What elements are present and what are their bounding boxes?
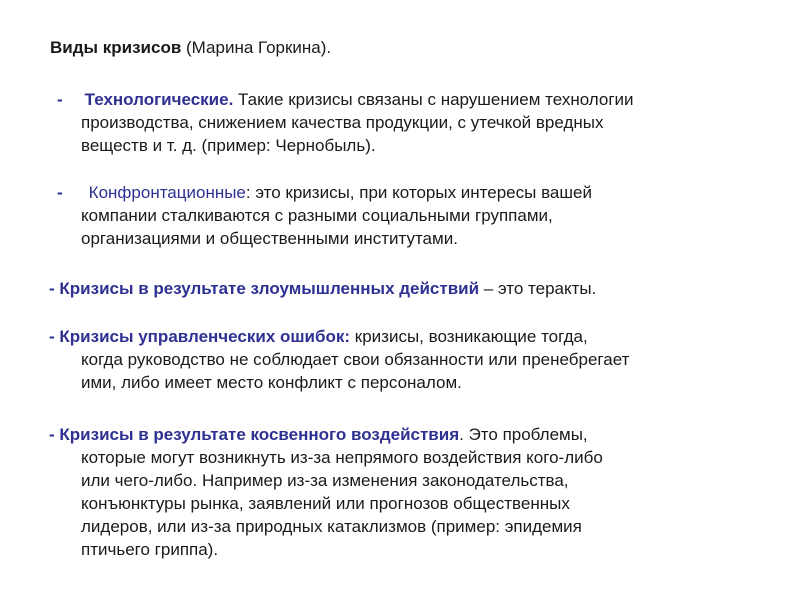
- bullet-dash: -: [49, 425, 55, 444]
- item-management-errors-heading: Кризисы управленческих ошибок:: [59, 327, 351, 346]
- item-indirect-impact-text-4: конъюнктуры рынка, заявлений или прогнозов общественных: [81, 494, 570, 513]
- item-management-errors-text-2: когда руководство не соблюдает свои обязанности или пренебрегает: [81, 350, 630, 369]
- item-technological-text-2: производства, снижением качества продукции, с утечкой вредных: [81, 113, 604, 132]
- item-indirect-impact-text-3: или чего-либо. Например из-за изменения законодательства,: [81, 471, 569, 490]
- slide-title-bold: Виды кризисов: [50, 38, 182, 57]
- bullet-dash: -: [57, 90, 63, 109]
- item-confrontational-line-1: [57, 181, 592, 204]
- item-indirect-impact-text-6: птичьего гриппа).: [81, 540, 219, 559]
- item-technological-heading: Технологические.: [84, 90, 234, 109]
- item-confrontational-text-3: организациями и общественными институтами.: [81, 229, 458, 248]
- item-indirect-impact-text-2: которые могут возникнуть из-за непрямого воздействия кого-либо: [81, 448, 603, 467]
- item-indirect-impact-text-5: лидеров, или из-за природных катаклизмов (пример: эпидемия: [81, 517, 582, 536]
- item-management-errors-text-3: ими, либо имеет место конфликт с персоналом.: [81, 373, 462, 392]
- item-technological: [57, 88, 634, 157]
- item-indirect-impact-heading: Кризисы в результате косвенного воздействия: [59, 425, 460, 444]
- item-confrontational-heading: Конфронтационные: [88, 183, 246, 202]
- item-malicious-heading: Кризисы в результате злоумышленных действий: [59, 279, 480, 298]
- item-confrontational-text-2: компании сталкиваются с разными социальными группами,: [81, 206, 553, 225]
- item-technological-text-1: Такие кризисы связаны с нарушением технологии: [233, 90, 634, 109]
- item-technological-text-3: веществ и т. д. (пример: Чернобыль).: [81, 136, 376, 155]
- item-confrontational-text-1: : это кризисы, при которых интересы вашей: [245, 183, 592, 202]
- bullet-dash: -: [49, 327, 55, 346]
- slide-title: [50, 37, 331, 59]
- item-management-errors: [49, 325, 629, 394]
- slide-title-rest: (Марина Горкина).: [181, 38, 332, 57]
- item-malicious-text-1: – это теракты.: [479, 279, 597, 298]
- item-management-errors-line-1: [49, 325, 629, 348]
- item-malicious-line-1: [49, 277, 596, 300]
- item-malicious: [49, 277, 596, 300]
- item-management-errors-text-1: кризисы, возникающие тогда,: [350, 327, 588, 346]
- item-indirect-impact-line-1: [49, 423, 603, 446]
- item-confrontational: [57, 181, 592, 250]
- bullet-dash: -: [49, 279, 55, 298]
- item-indirect-impact-text-1: . Это проблемы,: [459, 425, 588, 444]
- bullet-dash: -: [57, 183, 63, 202]
- item-indirect-impact: [49, 423, 603, 561]
- item-technological-line-1: [57, 88, 634, 111]
